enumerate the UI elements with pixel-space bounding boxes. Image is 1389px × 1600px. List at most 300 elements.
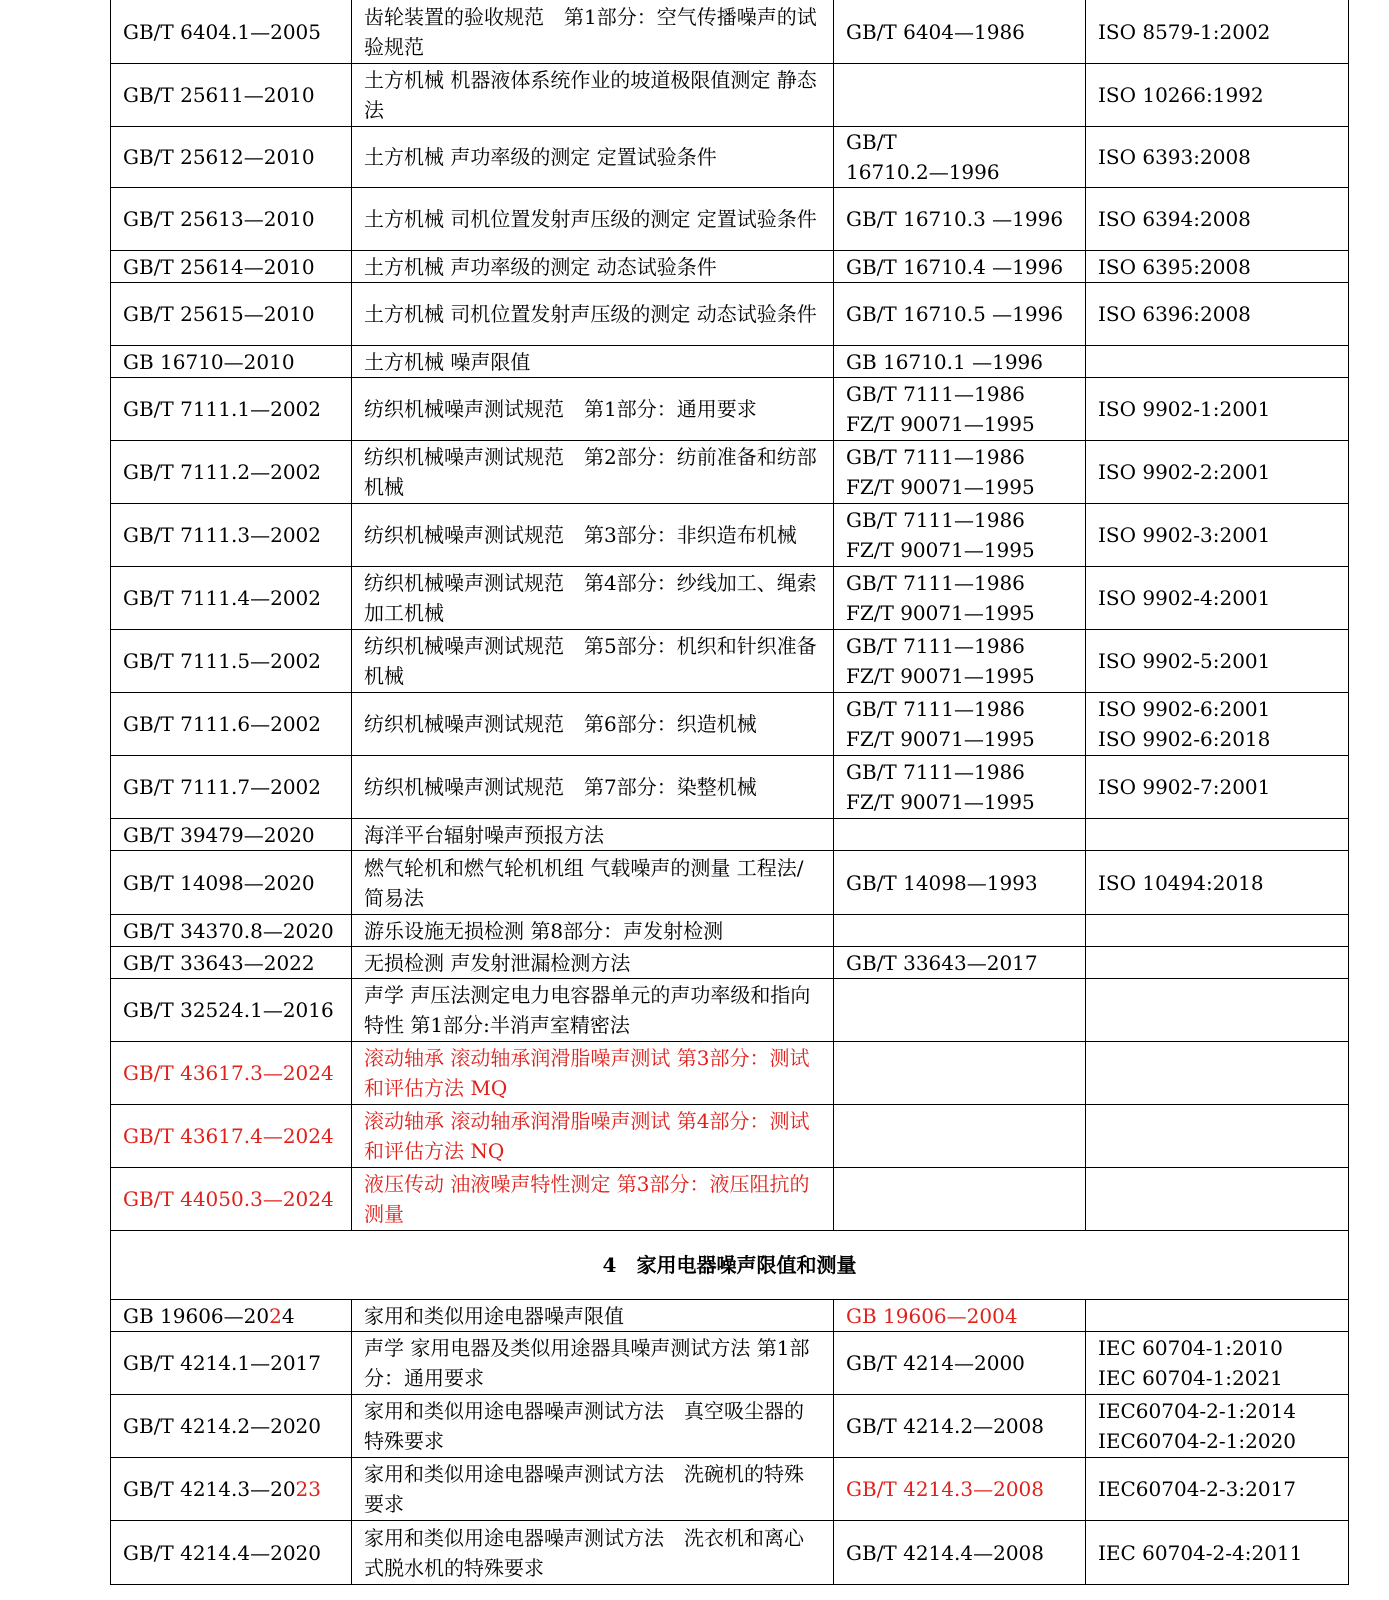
section-header-row <box>111 1231 1349 1300</box>
table-row <box>111 1168 1349 1231</box>
cell-text: 纺织机械噪声测试规范 第1部分：通用要求 <box>364 397 757 421</box>
standard-number-cell <box>111 346 352 378</box>
cell-line <box>123 142 339 172</box>
cell-text: GB/T 7111.1—2002 <box>123 397 321 421</box>
cell-text: ISO 8579-1:2002 <box>1098 19 1271 44</box>
cell-line <box>846 568 1073 598</box>
cell-line <box>1098 583 1336 613</box>
cell-line <box>846 299 1073 329</box>
cell-text: GB/T 4214.2—2020 <box>123 1414 321 1438</box>
corresponding-intl-standard-cell <box>1086 1300 1349 1332</box>
cell-line <box>1098 868 1336 898</box>
cell-text: ISO 10494:2018 <box>1098 870 1264 895</box>
table-row <box>111 756 1349 819</box>
table-row <box>111 1105 1349 1168</box>
cell-text: FZ/T 90071—1995 <box>846 664 1035 688</box>
cell-text: FZ/T 90071—1995 <box>846 727 1035 751</box>
standard-title-cell <box>352 1332 834 1395</box>
cell-text: IEC60704-2-3:2017 <box>1098 1477 1297 1501</box>
cell-line <box>364 65 821 125</box>
standard-number-cell <box>111 378 352 441</box>
cell-text: GB 16710—2010 <box>123 349 295 374</box>
cell-text: 燃气轮机和燃气轮机机组 气载噪声的测量 工程法/简易法 <box>364 855 804 910</box>
cell-line <box>846 598 1073 628</box>
cell-text: 家用和类似用途电器噪声测试方法 真空吸尘器的特殊要求 <box>364 1399 804 1453</box>
cell-text: 家用和类似用途电器噪声限值 <box>364 1303 624 1328</box>
cell-line <box>123 1301 339 1331</box>
cell-line <box>846 1538 1073 1568</box>
highlighted-text: GB 19606—2004 <box>846 1303 1018 1328</box>
standard-number-cell <box>111 1042 352 1105</box>
cell-line <box>364 299 821 329</box>
cell-text: 纺织机械噪声测试规范 第4部分：纱线加工、绳索加工机械 <box>364 571 817 625</box>
cell-line <box>846 505 1073 535</box>
replaced-standard-cell <box>834 504 1086 567</box>
cell-line <box>1098 142 1336 172</box>
cell-line <box>1098 17 1336 47</box>
cell-line <box>123 520 339 550</box>
standard-number-cell <box>111 1458 352 1521</box>
cell-text: 声学 家用电器及类似用途器具噪声测试方法 第1部分：通用要求 <box>364 1336 810 1390</box>
cell-text: 纺织机械噪声测试规范 第3部分：非织造布机械 <box>364 523 797 547</box>
cell-line <box>1098 1333 1336 1363</box>
cell-text: GB/T 25611—2010 <box>123 83 315 107</box>
cell-line <box>123 17 339 47</box>
cell-line <box>123 995 339 1025</box>
table-row <box>111 127 1349 188</box>
standard-title-cell <box>352 0 834 64</box>
highlighted-text: 滚动轴承 滚动轴承润滑脂噪声测试 第3部分：测试和评估方法 MQ <box>364 1046 810 1100</box>
cell-line <box>1098 646 1336 676</box>
cell-line <box>123 1184 339 1214</box>
cell-line <box>123 204 339 234</box>
table-row <box>111 251 1349 283</box>
cell-text: GB/T 34370.8—2020 <box>123 918 334 943</box>
cell-line <box>123 457 339 487</box>
cell-text: IEC60704-2-1:2014 <box>1098 1399 1297 1423</box>
cell-line <box>364 394 821 424</box>
cell-text: ISO 9902-3:2001 <box>1098 523 1271 547</box>
standard-number-cell <box>111 283 352 346</box>
highlighted-text: GB/T 43617.4—2024 <box>123 1124 334 1148</box>
cell-line <box>364 916 821 946</box>
standard-title-cell <box>352 630 834 693</box>
standard-title-cell <box>352 979 834 1042</box>
cell-text: GB/T 25613—2010 <box>123 207 315 231</box>
standard-number-cell <box>111 0 352 64</box>
cell-line <box>364 2 821 62</box>
corresponding-intl-standard-cell <box>1086 378 1349 441</box>
cell-line <box>123 1411 339 1441</box>
table-row <box>111 947 1349 979</box>
cell-line <box>364 820 821 850</box>
cell-text: GB/T 4214.4—2008 <box>846 1540 1044 1565</box>
cell-text: 无损检测 声发射泄漏检测方法 <box>364 950 631 975</box>
replaced-standard-cell <box>834 1458 1086 1521</box>
replaced-standard-cell <box>834 283 1086 346</box>
corresponding-intl-standard-cell <box>1086 947 1349 979</box>
standard-number-cell <box>111 1300 352 1332</box>
cell-text: 土方机械 声功率级的测定 动态试验条件 <box>364 254 717 279</box>
standard-title-cell <box>352 1168 834 1231</box>
cell-text: ISO 9902-5:2001 <box>1098 649 1271 673</box>
replaced-standard-cell <box>834 1521 1086 1585</box>
cell-text: GB/T <box>846 130 897 154</box>
corresponding-intl-standard-cell <box>1086 819 1349 851</box>
replaced-standard-cell <box>834 441 1086 504</box>
cell-text: GB/T 7111—1986 <box>846 760 1025 784</box>
table-row <box>111 283 1349 346</box>
cell-line <box>364 1396 821 1456</box>
cell-text: GB/T 6404.1—2005 <box>123 19 321 44</box>
cell-line <box>123 1538 339 1568</box>
cell-line <box>846 1411 1073 1441</box>
cell-text: ISO 10266:1992 <box>1098 83 1264 107</box>
standard-number-cell <box>111 188 352 251</box>
cell-text: 土方机械 声功率级的测定 定置试验条件 <box>364 145 717 169</box>
standard-number-cell <box>111 1521 352 1585</box>
cell-line <box>846 442 1073 472</box>
corresponding-intl-standard-cell <box>1086 441 1349 504</box>
cell-line <box>1098 1363 1336 1393</box>
cell-text: GB/T 33643—2017 <box>846 950 1038 975</box>
highlighted-text: 23 <box>295 1477 321 1501</box>
cell-line <box>846 631 1073 661</box>
replaced-standard-cell <box>834 1105 1086 1168</box>
cell-line <box>846 661 1073 691</box>
highlighted-text: GB/T 4214.3—2008 <box>846 1477 1044 1501</box>
cell-line <box>1098 1426 1336 1456</box>
cell-line <box>364 568 821 628</box>
standard-title-cell <box>352 504 834 567</box>
cell-line <box>846 787 1073 817</box>
cell-text: GB/T 16710.4 —1996 <box>846 254 1064 279</box>
standard-title-cell <box>352 1458 834 1521</box>
standard-title-cell <box>352 756 834 819</box>
cell-line <box>123 868 339 898</box>
cell-line <box>123 916 339 946</box>
cell-text: IEC60704-2-1:2020 <box>1098 1429 1297 1453</box>
corresponding-intl-standard-cell <box>1086 0 1349 64</box>
corresponding-intl-standard-cell <box>1086 979 1349 1042</box>
standard-title-cell <box>352 127 834 188</box>
standard-number-cell <box>111 1395 352 1458</box>
table-row <box>111 188 1349 251</box>
table-row <box>111 441 1349 504</box>
cell-text: FZ/T 90071—1995 <box>846 475 1035 499</box>
cell-line <box>123 1058 339 1088</box>
standard-number-cell <box>111 1168 352 1231</box>
cell-line <box>846 757 1073 787</box>
cell-line <box>364 1169 821 1229</box>
cell-line <box>123 394 339 424</box>
standard-title-cell <box>352 819 834 851</box>
cell-line <box>364 1459 821 1519</box>
cell-text: 游乐设施无损检测 第8部分：声发射检测 <box>364 918 724 943</box>
cell-line <box>123 347 339 377</box>
cell-text: GB/T 25615—2010 <box>123 302 315 326</box>
cell-line <box>364 980 821 1040</box>
cell-line <box>1098 1396 1336 1426</box>
cell-text: 土方机械 司机位置发射声压级的测定 动态试验条件 <box>364 302 817 326</box>
cell-text: GB/T 7111.6—2002 <box>123 712 321 736</box>
corresponding-intl-standard-cell <box>1086 1042 1349 1105</box>
cell-text: ISO 6395:2008 <box>1098 254 1251 279</box>
cell-line <box>846 1348 1073 1378</box>
table-row <box>111 819 1349 851</box>
cell-text: IEC 60704-2-4:2011 <box>1098 1540 1303 1565</box>
corresponding-intl-standard-cell <box>1086 915 1349 947</box>
standard-number-cell <box>111 851 352 915</box>
cell-text: IEC 60704-1:2010 <box>1098 1336 1283 1360</box>
replaced-standard-cell <box>834 346 1086 378</box>
cell-line <box>846 1474 1073 1504</box>
cell-text: 土方机械 噪声限值 <box>364 349 531 374</box>
cell-line <box>364 1043 821 1103</box>
standard-title-cell <box>352 64 834 127</box>
standard-number-cell <box>111 979 352 1042</box>
standard-number-cell <box>111 756 352 819</box>
cell-text: GB/T 7111.3—2002 <box>123 523 321 547</box>
cell-line <box>846 204 1073 234</box>
replaced-standard-cell <box>834 947 1086 979</box>
table-row <box>111 693 1349 756</box>
cell-text: GB/T 32524.1—2016 <box>123 998 334 1022</box>
cell-line <box>1098 394 1336 424</box>
cell-text: 16710.2—1996 <box>846 160 1000 184</box>
cell-line <box>123 80 339 110</box>
cell-line <box>1098 1538 1336 1568</box>
replaced-standard-cell <box>834 64 1086 127</box>
replaced-standard-cell <box>834 127 1086 188</box>
table-row <box>111 64 1349 127</box>
cell-line <box>846 472 1073 502</box>
corresponding-intl-standard-cell <box>1086 851 1349 915</box>
standard-number-cell <box>111 947 352 979</box>
table-row <box>111 979 1349 1042</box>
cell-text: 纺织机械噪声测试规范 第7部分：染整机械 <box>364 775 757 799</box>
cell-text: GB/T 14098—2020 <box>123 870 315 895</box>
replaced-standard-cell <box>834 1168 1086 1231</box>
cell-text: GB/T 16710.5 —1996 <box>846 302 1064 326</box>
cell-text: GB/T 4214.4—2020 <box>123 1540 321 1565</box>
cell-text: GB/T 6404—1986 <box>846 19 1025 44</box>
cell-line <box>364 347 821 377</box>
cell-text: 家用和类似用途电器噪声测试方法 洗衣机和离心式脱水机的特殊要求 <box>364 1525 804 1580</box>
cell-text: GB/T 7111—1986 <box>846 382 1025 406</box>
table-row <box>111 504 1349 567</box>
replaced-standard-cell <box>834 979 1086 1042</box>
corresponding-intl-standard-cell <box>1086 346 1349 378</box>
cell-text: GB/T 4214.2—2008 <box>846 1414 1044 1438</box>
cell-line <box>364 709 821 739</box>
cell-line <box>364 520 821 550</box>
cell-text: GB/T 33643—2022 <box>123 950 315 975</box>
table-row <box>111 630 1349 693</box>
cell-line <box>846 868 1073 898</box>
cell-text: ISO 9902-1:2001 <box>1098 397 1271 421</box>
cell-line <box>846 157 1073 187</box>
table-row <box>111 1042 1349 1105</box>
standard-number-cell <box>111 251 352 283</box>
standard-number-cell <box>111 64 352 127</box>
standard-number-cell <box>111 819 352 851</box>
table-row <box>111 851 1349 915</box>
cell-line <box>1098 299 1336 329</box>
corresponding-intl-standard-cell <box>1086 1105 1349 1168</box>
cell-line <box>364 1523 821 1583</box>
standard-title-cell <box>352 283 834 346</box>
standard-number-cell <box>111 441 352 504</box>
cell-line <box>846 17 1073 47</box>
cell-line <box>364 142 821 172</box>
cell-line <box>846 379 1073 409</box>
cell-line <box>846 535 1073 565</box>
standard-number-cell <box>111 915 352 947</box>
cell-line <box>364 631 821 691</box>
standard-title-cell <box>352 567 834 630</box>
corresponding-intl-standard-cell <box>1086 64 1349 127</box>
cell-text: FZ/T 90071—1995 <box>846 412 1035 436</box>
cell-line <box>364 772 821 802</box>
cell-line <box>364 252 821 282</box>
replaced-standard-cell <box>834 378 1086 441</box>
corresponding-intl-standard-cell <box>1086 567 1349 630</box>
cell-line <box>1098 772 1336 802</box>
cell-text: 纺织机械噪声测试规范 第6部分：织造机械 <box>364 712 757 736</box>
cell-line <box>364 948 821 978</box>
cell-line <box>364 853 821 913</box>
corresponding-intl-standard-cell <box>1086 251 1349 283</box>
cell-line <box>846 1301 1073 1331</box>
cell-text: FZ/T 90071—1995 <box>846 538 1035 562</box>
table-row <box>111 567 1349 630</box>
corresponding-intl-standard-cell <box>1086 1168 1349 1231</box>
corresponding-intl-standard-cell <box>1086 1521 1349 1585</box>
cell-line <box>1098 204 1336 234</box>
standard-title-cell <box>352 1395 834 1458</box>
replaced-standard-cell <box>834 630 1086 693</box>
corresponding-intl-standard-cell <box>1086 756 1349 819</box>
corresponding-intl-standard-cell <box>1086 1332 1349 1395</box>
cell-line <box>364 204 821 234</box>
table-row <box>111 1458 1349 1521</box>
cell-text: GB/T 4214.1—2017 <box>123 1351 321 1375</box>
highlighted-text: 滚动轴承 滚动轴承润滑脂噪声测试 第4部分：测试和评估方法 NQ <box>364 1109 810 1163</box>
cell-line <box>364 1106 821 1166</box>
standard-number-cell <box>111 1105 352 1168</box>
corresponding-intl-standard-cell <box>1086 1395 1349 1458</box>
cell-text: ISO 6394:2008 <box>1098 207 1251 231</box>
table-row <box>111 915 1349 947</box>
highlighted-text: 2 <box>269 1303 282 1328</box>
corresponding-intl-standard-cell <box>1086 283 1349 346</box>
replaced-standard-cell <box>834 1395 1086 1458</box>
standard-title-cell <box>352 1105 834 1168</box>
cell-text: GB/T 7111.2—2002 <box>123 460 321 484</box>
standard-number-cell <box>111 630 352 693</box>
cell-text: GB/T 16710.3 —1996 <box>846 207 1064 231</box>
standard-number-cell <box>111 693 352 756</box>
table-row <box>111 1395 1349 1458</box>
cell-line <box>123 709 339 739</box>
cell-text: GB 19606—20 <box>123 1303 270 1328</box>
cell-text: GB/T 7111.4—2002 <box>123 586 321 610</box>
standard-title-cell <box>352 851 834 915</box>
replaced-standard-cell <box>834 1332 1086 1395</box>
replaced-standard-cell <box>834 756 1086 819</box>
cell-text: GB/T 7111—1986 <box>846 634 1025 658</box>
replaced-standard-cell <box>834 851 1086 915</box>
table-row <box>111 0 1349 64</box>
cell-text: FZ/T 90071—1995 <box>846 790 1035 814</box>
cell-line <box>123 772 339 802</box>
cell-line <box>123 1348 339 1378</box>
cell-line <box>846 724 1073 754</box>
section-heading: 4 家用电器噪声限值和测量 <box>111 1231 1349 1300</box>
cell-line <box>123 948 339 978</box>
cell-line <box>846 694 1073 724</box>
standard-title-cell <box>352 693 834 756</box>
cell-line <box>1098 457 1336 487</box>
cell-text: ISO 6396:2008 <box>1098 302 1251 326</box>
standard-number-cell <box>111 567 352 630</box>
cell-text: GB/T 7111—1986 <box>846 445 1025 469</box>
standard-number-cell <box>111 1332 352 1395</box>
corresponding-intl-standard-cell <box>1086 1458 1349 1521</box>
cell-line <box>123 1121 339 1151</box>
replaced-standard-cell <box>834 567 1086 630</box>
cell-text: FZ/T 90071—1995 <box>846 601 1035 625</box>
cell-text: 4 <box>281 1303 295 1328</box>
cell-line <box>1098 1474 1336 1504</box>
corresponding-intl-standard-cell <box>1086 504 1349 567</box>
standard-title-cell <box>352 441 834 504</box>
highlighted-text: 液压传动 油液噪声特性测定 第3部分：液压阻抗的测量 <box>364 1172 810 1226</box>
standard-title-cell <box>352 1300 834 1332</box>
cell-line <box>846 252 1073 282</box>
replaced-standard-cell <box>834 1300 1086 1332</box>
cell-text: IEC 60704-1:2021 <box>1098 1366 1283 1390</box>
corresponding-intl-standard-cell <box>1086 188 1349 251</box>
highlighted-text: GB/T 43617.3—2024 <box>123 1061 334 1085</box>
cell-line <box>123 583 339 613</box>
cell-text: GB/T 7111—1986 <box>846 697 1025 721</box>
standards-table <box>110 0 1349 1585</box>
cell-line <box>846 127 1073 157</box>
cell-line <box>123 252 339 282</box>
cell-text: ISO 9902-6:2018 <box>1098 727 1271 751</box>
cell-text: GB/T 14098—1993 <box>846 870 1038 895</box>
corresponding-intl-standard-cell <box>1086 127 1349 188</box>
table-row <box>111 378 1349 441</box>
cell-line <box>846 948 1073 978</box>
replaced-standard-cell <box>834 693 1086 756</box>
table-row <box>111 1521 1349 1585</box>
replaced-standard-cell <box>834 251 1086 283</box>
cell-text: 土方机械 机器液体系统作业的坡道极限值测定 静态法 <box>364 68 817 122</box>
cell-text: 土方机械 司机位置发射声压级的测定 定置试验条件 <box>364 207 817 231</box>
standard-title-cell <box>352 915 834 947</box>
standard-title-cell <box>352 378 834 441</box>
cell-line <box>1098 520 1336 550</box>
cell-line <box>123 646 339 676</box>
cell-text: GB/T 7111.5—2002 <box>123 649 321 673</box>
cell-line <box>846 409 1073 439</box>
cell-text: 齿轮装置的验收规范 第1部分：空气传播噪声的试验规范 <box>364 4 817 59</box>
replaced-standard-cell <box>834 1042 1086 1105</box>
cell-line <box>846 347 1073 377</box>
